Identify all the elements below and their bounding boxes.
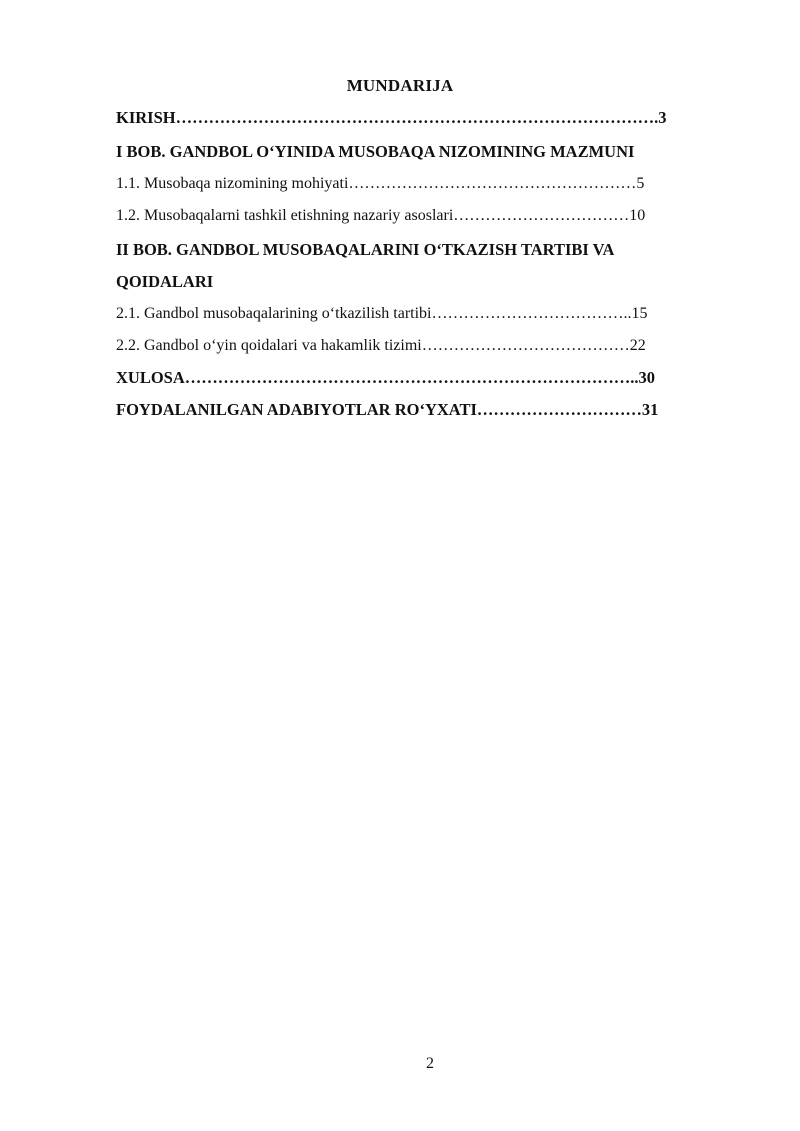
toc-heading: MUNDARIJA	[346, 76, 454, 95]
toc-entry-section-1-1: 1.1. Musobaqa nizomining mohiyati………………………………………………5	[116, 175, 645, 192]
toc-entry-chapter-2-cont: QOIDALARI	[116, 272, 214, 291]
toc-entry-section-1-2: 1.2. Musobaqalarni tashkil etishning nazariy asoslari……………………………10	[116, 207, 646, 224]
toc-entry-section-2-2: 2.2. Gandbol o‘yin qoidalari va hakamlik tizimi…………………………………22	[116, 337, 646, 354]
toc-entry-introduction: KIRISH…………………………………………………………………………….3	[116, 108, 667, 127]
page-number: 2	[426, 1055, 434, 1072]
toc-entry-references: FOYDALANILGAN ADABIYOTLAR RO‘YXATI…………………………31	[116, 400, 659, 419]
toc-entry-section-2-1: 2.1. Gandbol musobaqalarining o‘tkazilish tartibi………………………………..15	[116, 305, 648, 322]
toc-entry-chapter-2: II BOB. GANDBOL MUSOBAQALARINI O‘TKAZISH TARTIBI VA	[116, 240, 615, 259]
toc-entry-chapter-1: I BOB. GANDBOL O‘YINIDA MUSOBAQA NIZOMINING MAZMUNI	[116, 142, 635, 161]
toc-entry-conclusion: XULOSA………………………………………………………………………..30	[116, 368, 656, 387]
